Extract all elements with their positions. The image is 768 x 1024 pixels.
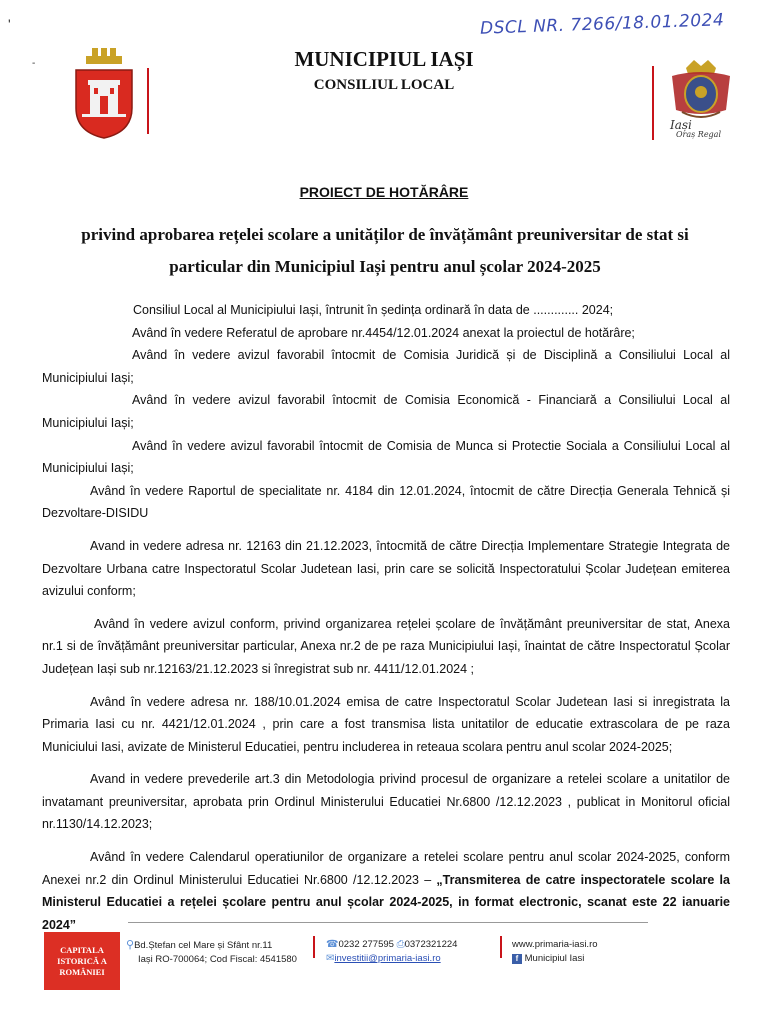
footer-web <box>512 938 642 966</box>
address-line-2: Iași RO-700064; Cod Fiscal: 4541580 <box>138 954 297 965</box>
footer-address <box>126 938 306 967</box>
paragraph: Consiliul Local al Municipiului Iași, întrunit în ședința ordinară în data de ............. 2024; <box>133 303 614 317</box>
email-icon: ✉ <box>326 953 335 964</box>
phone-number-2: 0372321224 <box>404 939 458 950</box>
crest-caption: Iași <box>670 118 692 132</box>
facebook-page[interactable]: Municipiul Iasi <box>524 953 585 964</box>
paragraph: Avand in vedere prevederile art.3 din Metodologia privind procesul de organizare a retelei scolare a unitatilor de invatamant preuniversitar, aprobata prin Ordinul Ministerului Educatiei Nr.6800 /12.12.2023 , publicat in Monitorul oficial nr.1130/14.12.2023; <box>42 772 730 832</box>
paragraph-text: Având în vedere Calendarul operatiunilor de organizare a retelei scolare pentru anul scolar 2024-2025, conform Anexei nr.2 din Ordinul Ministerului Educatiei Nr.6800 /12.12.2023 – <box>42 850 730 887</box>
phone-number-1: 0232 277595 <box>338 939 394 950</box>
email-link[interactable]: investitii@primaria-iasi.ro <box>334 953 441 964</box>
subject-line-1: privind aprobarea rețelei scolare a unităților de învățământ preuniversitar de stat si <box>81 225 689 244</box>
location-pin-icon: ⚲ <box>126 939 135 951</box>
paragraph: Având în vedere avizul conform, privind organizarea rețelei școlare de învățământ preuniversitar de stat, Anexa nr.1 si de învățământ preuniversitar particular, Anexa nr.2 de pe raza Municipiului Iași, înaintat de către Inspectoratul Școlar Județean Iași sub nr.12163/21.12.2023 si înregistrat sub nr. 4411/12.01.2024 ; <box>42 616 730 676</box>
paragraph: Având în vedere avizul favorabil întocmit de Comisia de Munca si Protectie Sociala a Consiliului Local al Municipiului Iași; <box>42 438 730 476</box>
paragraph: Având în vedere Raportul de specialitate nr. 4184 din 12.01.2024, întocmit de către Direcția Generala Tehnică și Dezvoltare-DISIDU <box>42 483 730 521</box>
document-type: PROIECT DE HOTĂRÂRE <box>299 184 469 200</box>
address-line-1: Bd.Ștefan cel Mare și Sfânt nr.11 <box>134 940 273 951</box>
footer-divider-2 <box>500 936 502 958</box>
fax-icon: ⎙ <box>396 939 405 950</box>
corner-mark: ' <box>8 16 11 32</box>
council-subtitle: CONSILIUL LOCAL <box>313 77 455 93</box>
paragraph: Având în vedere avizul favorabil întocmit de Comisia Economică - Financiară a Consiliului Local al Municipiului Iași; <box>42 393 730 430</box>
paragraph: Având în vedere avizul favorabil întocmit de Comisia Juridică și de Disciplină a Consiliului Local al Municipiului Iași; <box>42 348 730 385</box>
document-subject <box>40 219 730 283</box>
footer-divider <box>128 922 648 923</box>
subject-line-2: particular din Municipiul Iași pentru anul școlar 2024-2025 <box>169 257 601 276</box>
crest-caption-tagline: Oraș Regal <box>676 130 722 139</box>
facebook-icon: f <box>512 954 522 964</box>
paragraph: Avand in vedere adresa nr. 12163 din 21.12.2023, întocmită de către Direcția Implementare Strategie Integrata de Dezvoltare Urbana catre Inspectoratul Scolar Judetean Iasi, prin care se solicită Inspectoratului Școlar Județean emiterea avizului conform; <box>42 538 730 599</box>
paragraph: Având în vedere adresa nr. 188/10.01.2024 emisa de catre Inspectoratul Scolar Judetean Iasi si inregistrata la Primaria Iasi cu nr. 4421/12.01.2024 , prin care a fost transmisa lista unitatilor de educatie extrascolara de pe raza Municiului Iasi, avizate de Ministerul Educatiei, pentru includerea in reteaua scolara pentru anul scolar 2024-2025; <box>42 694 730 754</box>
paragraph: Având în vedere Referatul de aprobare nr.4454/12.01.2024 anexat la proiectul de hotărâre; <box>132 325 635 340</box>
paragraph-bold-text: „Transmiterea de catre inspectoratele scolare la Ministerul Educatiei a rețelei școlare pentru anul școlar 2024-2025, in format electronic, scanat este 22 ianuarie 2024” <box>42 872 730 932</box>
footer-contact <box>326 938 496 966</box>
margin-mark: - <box>32 58 36 69</box>
registration-stamp: DSCL NR. 7266/18.01.2024 <box>479 10 725 39</box>
capital-badge: CAPITALA ISTORICĂ A ROMÂNIEI <box>44 932 120 990</box>
header-divider-right <box>652 66 654 140</box>
footer-divider-1 <box>313 936 315 958</box>
website-link[interactable]: www.primaria-iasi.ro <box>512 939 598 950</box>
document-body <box>42 299 730 936</box>
municipality-title: MUNICIPIUL IAȘI <box>294 47 474 71</box>
phone-icon: ☎ <box>326 939 339 950</box>
